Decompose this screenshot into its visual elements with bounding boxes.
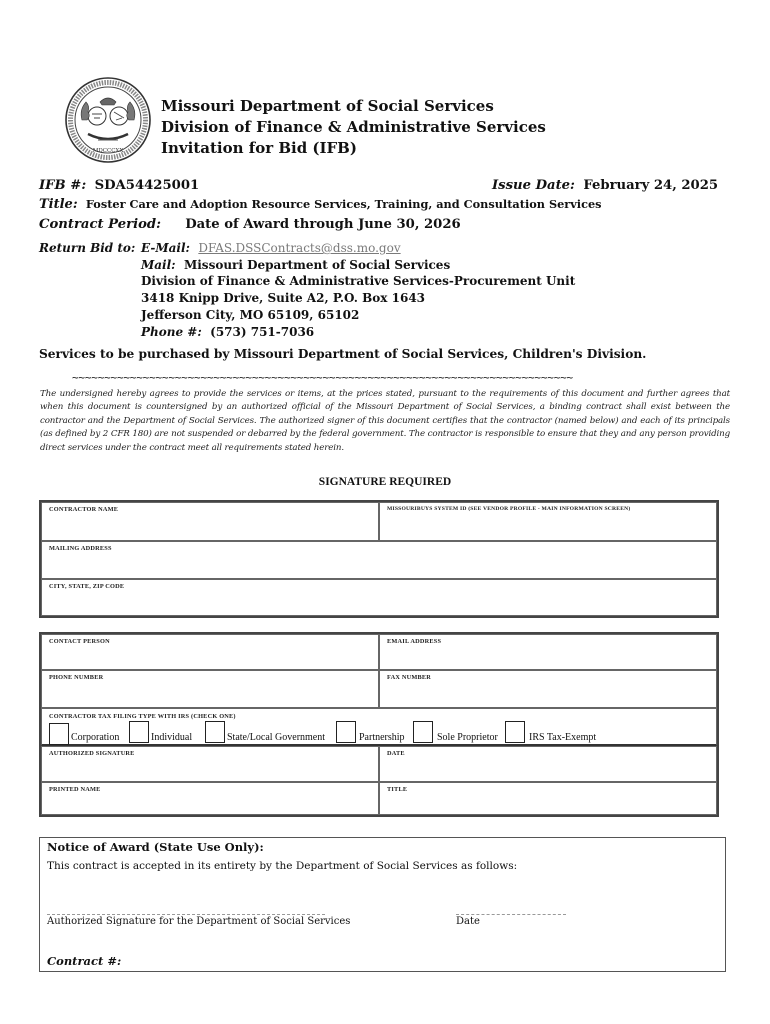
date-line bbox=[456, 914, 566, 915]
corporation-label: Corporation bbox=[71, 732, 120, 743]
mail-line-4: Jefferson City, MO 65109, 65102 bbox=[141, 307, 360, 322]
document-type: Invitation for Bid (IFB) bbox=[161, 139, 357, 157]
return-bid-block bbox=[141, 240, 575, 340]
mail-line-1: Missouri Department of Social Services bbox=[183, 257, 451, 272]
contract-period-value: Date of Award through June 30, 2026 bbox=[185, 217, 461, 232]
partnership-checkbox[interactable] bbox=[336, 721, 356, 743]
return-bid-label: Return Bid to: bbox=[39, 241, 136, 255]
sole-proprietor-label: Sole Proprietor bbox=[437, 732, 498, 743]
division-name: Division of Finance & Administrative Services bbox=[161, 118, 546, 136]
fax-number-field[interactable] bbox=[379, 670, 717, 708]
city-state-zip-field[interactable] bbox=[41, 579, 717, 616]
individual-label: Individual bbox=[151, 732, 193, 743]
mailing-address-label: MAILING ADDRESS bbox=[49, 545, 112, 552]
contact-person-field[interactable] bbox=[41, 634, 379, 670]
services-statement: Services to be purchased by Missouri Department of Social Services, Children's Division. bbox=[39, 347, 647, 361]
email-address-label: EMAIL ADDRESS bbox=[387, 638, 442, 645]
tax-filing-type-row bbox=[41, 708, 717, 746]
agreement-paragraph: The undersigned hereby agrees to provide the services or items, at the prices stated, pursuant to the requirements of this document and further agrees that when this document is countersigned by an authorized official of the Missouri Department of Social Services, a binding contract shall exist between the contractor and the Department of Social Services. The authorized signer of this document certifies that the contractor (named below) and each of its principals (as defined by 2 CFR 180) are not suspended or debarred by the federal government. The contractor is responsible to ensure that they and any person providing direct services under the contract meet all requirements stated herein. bbox=[40, 389, 730, 453]
award-heading: Notice of Award (State Use Only): bbox=[47, 840, 264, 854]
mailing-address-field[interactable] bbox=[41, 541, 717, 579]
email-address-field[interactable] bbox=[379, 634, 717, 670]
signature-line bbox=[47, 914, 325, 915]
title-row bbox=[39, 197, 602, 212]
tilde-divider: ~~~~~~~~~~~~~~~~~~~~~~~~~~~~~~~~~~~~~~~~~~~~~~~~~~~~~~~~~~~~~~~~~~~~~~~~~~~~~~ bbox=[72, 371, 573, 384]
ifb-number bbox=[39, 178, 199, 193]
contractor-name-label: CONTRACTOR NAME bbox=[49, 506, 119, 513]
tax-filing-type-label: CONTRACTOR TAX FILING TYPE WITH IRS (CHECK ONE) bbox=[49, 713, 236, 720]
contract-number-label: Contract #: bbox=[47, 954, 122, 968]
document-header bbox=[161, 96, 546, 159]
ifb-label: IFB #: bbox=[39, 178, 87, 193]
issue-date bbox=[492, 178, 718, 193]
printed-name-field[interactable] bbox=[41, 782, 379, 815]
contractor-name-field[interactable] bbox=[41, 502, 379, 541]
mail-label: Mail: bbox=[141, 257, 176, 272]
signature-required-heading: SIGNATURE REQUIRED bbox=[318, 476, 452, 488]
award-text: This contract is accepted in its entirety by the Department of Social Services as follows: bbox=[47, 860, 518, 872]
contract-period-label: Contract Period: bbox=[39, 217, 161, 232]
title-value: Foster Care and Adoption Resource Services, Training, and Consultation Services bbox=[85, 197, 602, 211]
issue-date-label: Issue Date: bbox=[492, 178, 575, 193]
issue-date-value: February 24, 2025 bbox=[583, 178, 719, 193]
missouribuys-id-field[interactable] bbox=[379, 502, 717, 541]
irs-tax-exempt-label: IRS Tax-Exempt bbox=[529, 732, 597, 743]
contact-info-box bbox=[39, 632, 719, 817]
phone-label: Phone #: bbox=[141, 324, 202, 339]
contract-period bbox=[39, 217, 461, 232]
missouri-state-seal-icon bbox=[64, 76, 152, 164]
contractor-info-box bbox=[39, 500, 719, 618]
email-link[interactable]: DFAS.DSSContracts@dss.mo.gov bbox=[198, 241, 401, 255]
sole-proprietor-checkbox[interactable] bbox=[413, 721, 433, 743]
printed-name-label: PRINTED NAME bbox=[49, 786, 101, 793]
contact-person-label: CONTACT PERSON bbox=[49, 638, 110, 645]
svg-text:MDCCCXX: MDCCCXX bbox=[92, 148, 124, 154]
individual-checkbox[interactable] bbox=[129, 721, 149, 743]
title-field[interactable] bbox=[379, 782, 717, 815]
state-local-government-checkbox[interactable] bbox=[205, 721, 225, 743]
mail-line-2: Division of Finance & Administrative Services-Procurement Unit bbox=[141, 274, 576, 289]
fax-number-label: FAX NUMBER bbox=[387, 674, 432, 681]
authorized-signature-field[interactable] bbox=[41, 746, 379, 782]
title-label-field: TITLE bbox=[387, 786, 408, 793]
partnership-label: Partnership bbox=[359, 732, 405, 743]
title-label: Title: bbox=[39, 197, 78, 212]
corporation-checkbox[interactable] bbox=[49, 723, 69, 745]
award-date-label: Date bbox=[456, 916, 480, 927]
department-name: Missouri Department of Social Services bbox=[161, 97, 494, 115]
state-local-government-label: State/Local Government bbox=[227, 732, 326, 743]
phone-number-field[interactable] bbox=[41, 670, 379, 708]
missouribuys-id-label: MISSOURIBUYS SYSTEM ID (SEE VENDOR PROFILE - MAIN INFORMATION SCREEN) bbox=[387, 506, 631, 512]
ifb-value: SDA54425001 bbox=[94, 178, 200, 193]
irs-tax-exempt-checkbox[interactable] bbox=[505, 721, 525, 743]
authorized-signature-label: AUTHORIZED SIGNATURE bbox=[49, 750, 135, 757]
city-state-zip-label: CITY, STATE, ZIP CODE bbox=[49, 583, 125, 590]
phone-number-label: PHONE NUMBER bbox=[49, 674, 104, 681]
email-label: E-Mail: bbox=[141, 241, 190, 255]
award-signature-label: Authorized Signature for the Department of Social Services bbox=[47, 916, 351, 927]
notice-of-award-box bbox=[39, 837, 726, 972]
date-field[interactable] bbox=[379, 746, 717, 782]
date-label: DATE bbox=[387, 750, 405, 757]
mail-line-3: 3418 Knipp Drive, Suite A2, P.O. Box 1643 bbox=[141, 291, 426, 306]
phone-value: (573) 751-7036 bbox=[210, 324, 315, 339]
